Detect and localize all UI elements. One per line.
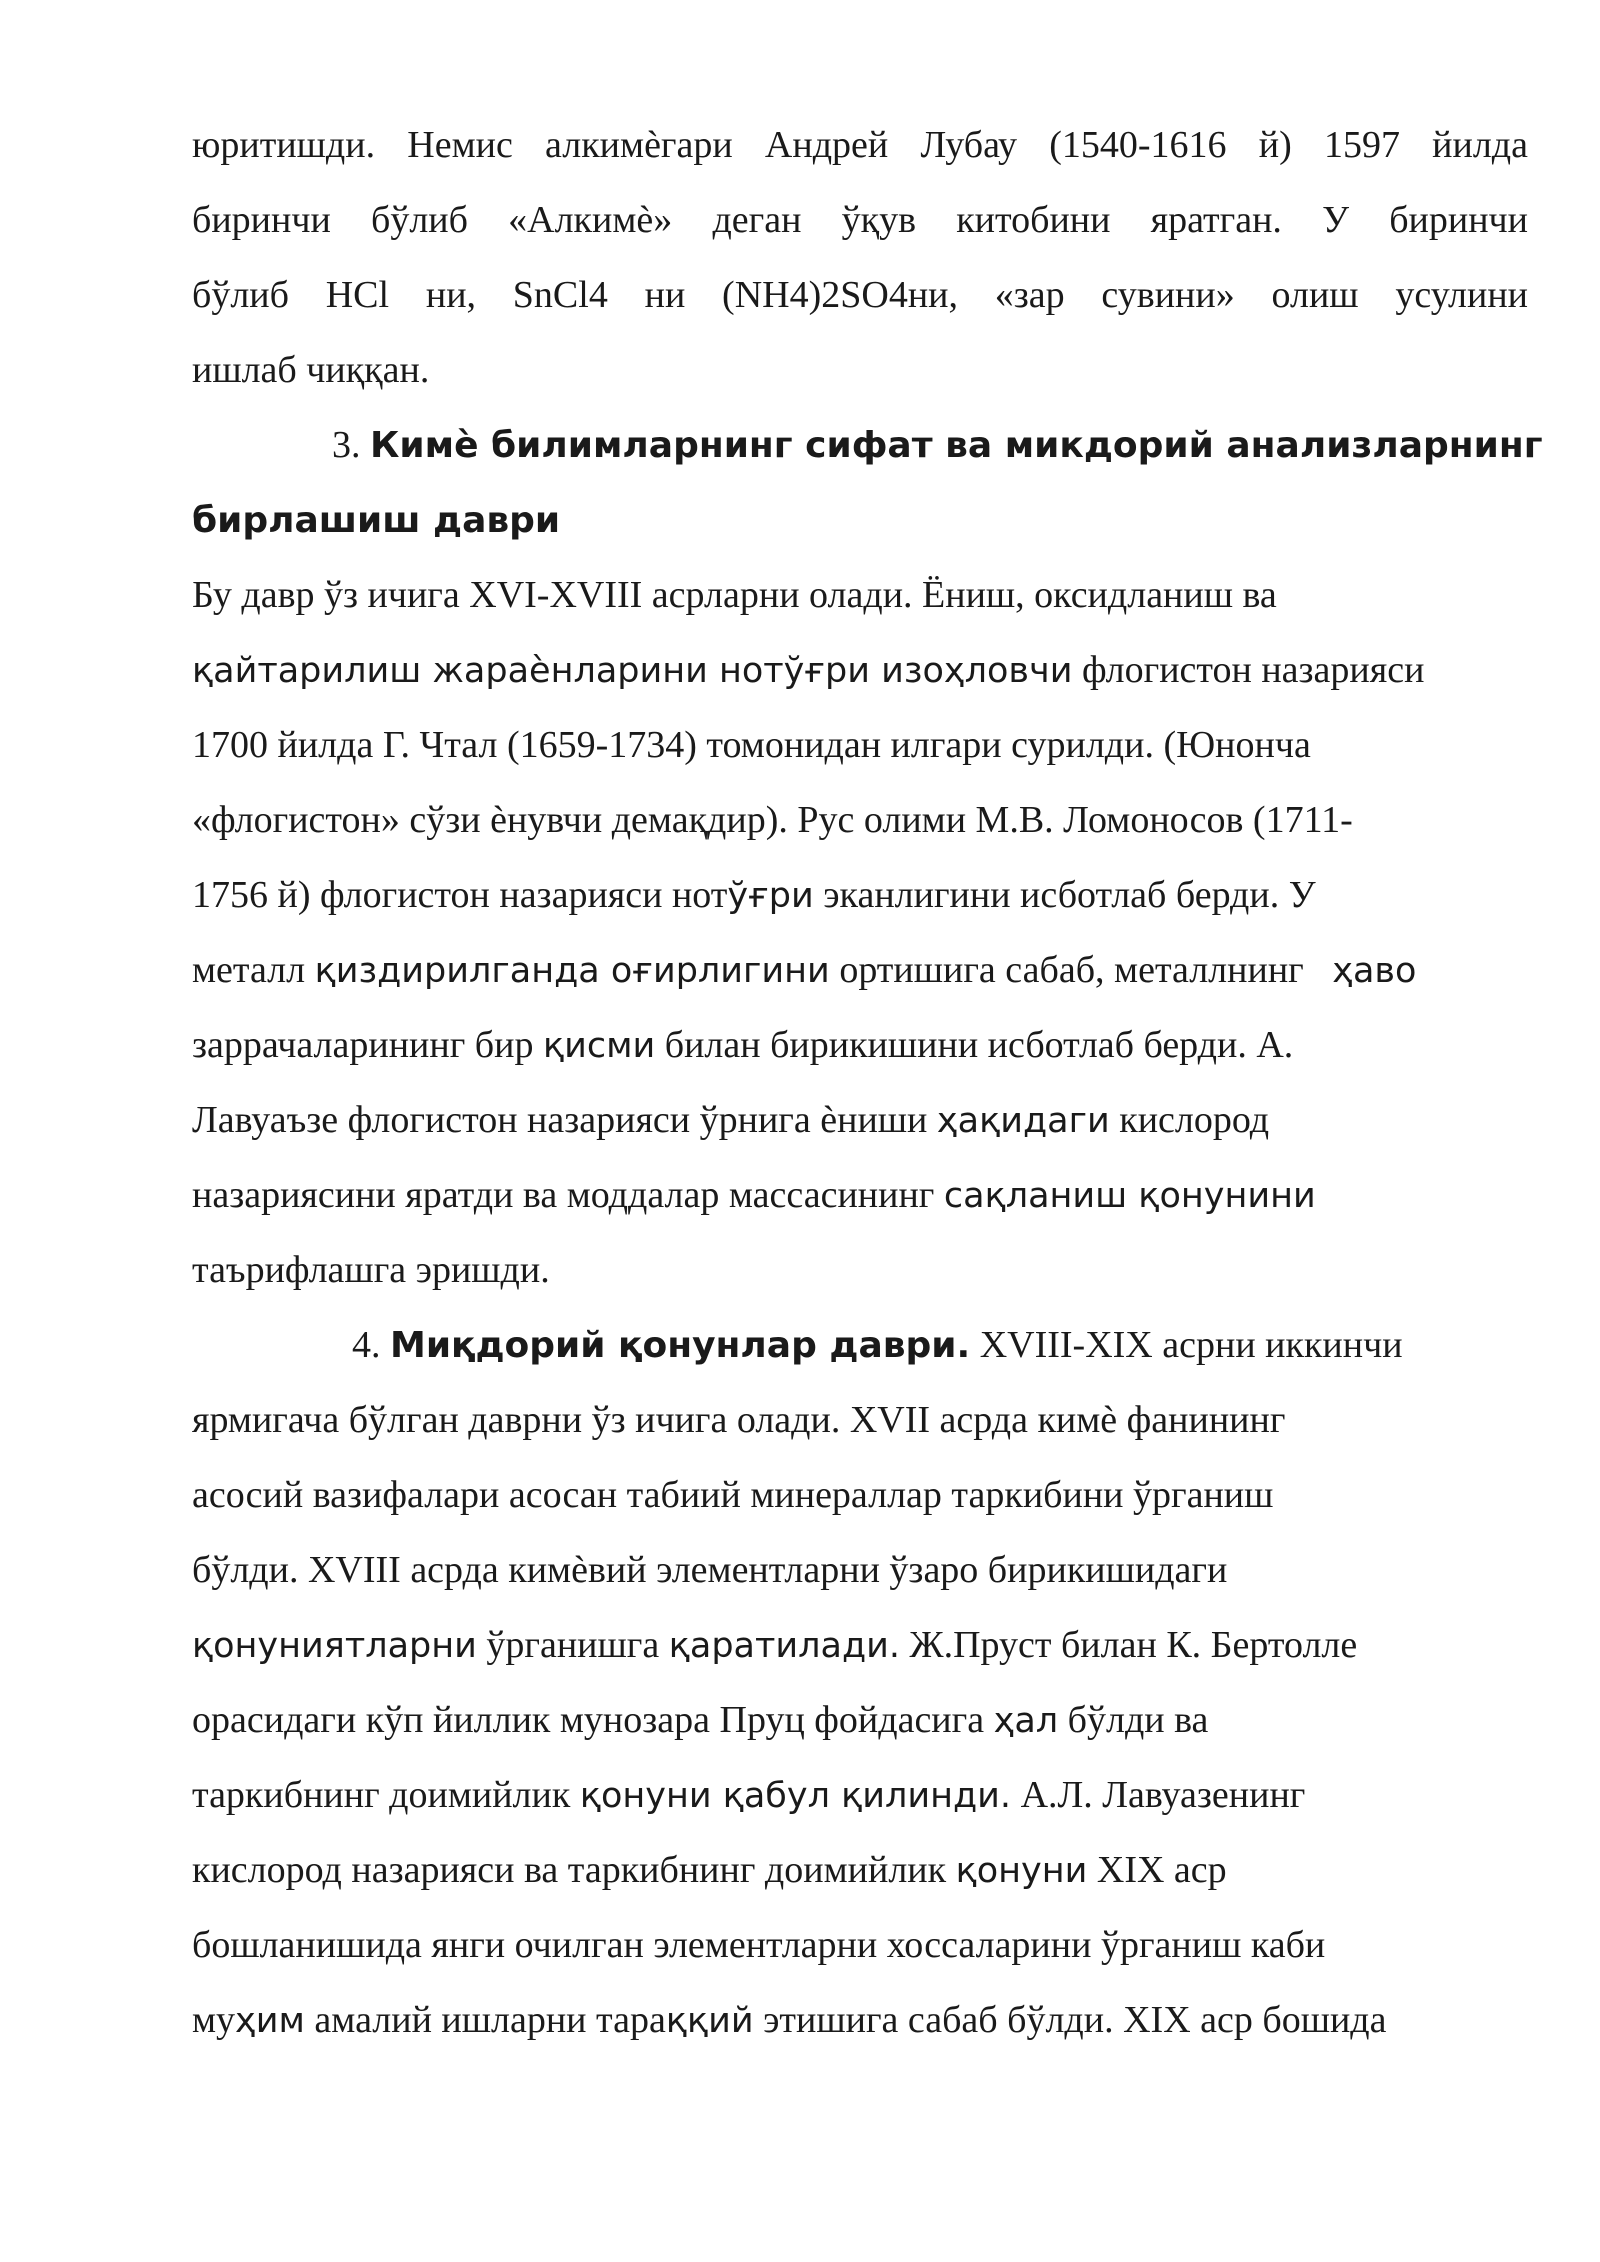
paragraph-2-line-1: Бу давр ўз ичига XVI-XVIII асрларни олади. Ёниш, оксидланиш ва (192, 574, 1277, 616)
text-run: А.Л. Лавуазенинг (1011, 1774, 1306, 1816)
text-run: ққий (665, 2001, 754, 2041)
text-run: этишига сабаб бўлди. XIX аср бошида (753, 1999, 1387, 2041)
text-run: 1756 й) флогистон назарияси нот (192, 874, 728, 916)
paragraph-3-line-3: бўлди. XVIII асрда кимѐвий элементларни ўзаро бирикишидаги (192, 1549, 1228, 1591)
text-run: ўғри (727, 876, 814, 916)
text-run: қайтарилиш жараѐнларини нотўғри изоҳловчи (192, 651, 1073, 691)
section-3-title-continued: бирлашиш даври (192, 500, 561, 541)
paragraph-2-line-9 (192, 1158, 1528, 1233)
text-run: му (192, 1999, 236, 2041)
text-run: ҳақидаги (936, 1101, 1110, 1141)
text-run: бўлди ва (1058, 1699, 1209, 1741)
paragraph-2-line-2 (192, 633, 1528, 708)
section-3-heading-line-1 (192, 408, 1543, 483)
section-3-heading-line-2 (192, 483, 1528, 558)
text-run: эканлигини исботлаб берди. У (813, 874, 1316, 916)
paragraph-2-line-6 (192, 933, 1528, 1008)
paragraph-1-line-1: юритишди. Немис алкимѐгари Андрей Лубау (1540-1616 й) 1597 йилда (192, 124, 1528, 166)
paragraph-2-line-10: таърифлашга эришди. (192, 1249, 550, 1291)
text-run: ҳим (235, 2001, 305, 2041)
text-run: кислород назарияси ва таркибнинг доимийлик (192, 1849, 956, 1891)
paragraph-3-line-1: ярмигача бўлган даврни ўз ичига олади. XVII асрда кимѐ фанининг (192, 1399, 1286, 1441)
text-run: қисми (542, 1026, 656, 1066)
paragraph-1-line-2: биринчи бўлиб «Алкимѐ» деган ўқув китобини яратган. У биринчи (192, 199, 1528, 241)
paragraph-3-line-5 (192, 1683, 1528, 1758)
section-4-title: Миқдорий қонунлар даври. (390, 1325, 971, 1366)
text-run: қаратилади. (668, 1626, 901, 1666)
section-4-text: XVIII-XIX асрни иккинчи (970, 1324, 1403, 1366)
paragraph-2-line-3: 1700 йилда Г. Чтал (1659-1734) томонидан илгари сурилди. (Юнонча (192, 724, 1311, 766)
text-run: таркибнинг доимийлик (192, 1774, 580, 1816)
paragraph-3-line-2: асосий вазифалари асосан табиий минераллар таркибини ўрганиш (192, 1474, 1274, 1516)
paragraph-2-line-7 (192, 1008, 1528, 1083)
text-run: кислород (1109, 1099, 1270, 1141)
text-run: қонуниятларни (192, 1626, 477, 1666)
text-run: орасидаги кўп йиллик мунозара Пруц фойдасига (192, 1699, 994, 1741)
text-run: қонуни қабул қилинди. (579, 1776, 1012, 1816)
text-run: металл (192, 949, 315, 991)
text-run: назариясини яратди ва моддалар массасининг (192, 1174, 944, 1216)
text-run: ҳаво (1332, 951, 1417, 991)
section-3-number: 3. (332, 424, 370, 466)
document-page (192, 108, 1543, 2058)
text-run: амалий ишларни тара (304, 1999, 666, 2041)
text-run: қонуни (955, 1851, 1088, 1891)
section-4-number: 4. (352, 1324, 390, 1366)
paragraph-2-line-8 (192, 1083, 1528, 1158)
paragraph-2-line-5 (192, 858, 1528, 933)
text-run: XIX аср (1087, 1849, 1227, 1891)
paragraph-3-line-8: бошланишида янги очилган элементларни хоссаларини ўрганиш каби (192, 1924, 1326, 1966)
section-3-title: Кимѐ билимларнинг сифат ва микдорий анализларнинг (370, 425, 1543, 466)
text-run: билан бирикишини исботлаб берди. А. (655, 1024, 1294, 1066)
text-run: қиздирилганда оғирлигини (314, 951, 830, 991)
section-4-heading-line (192, 1308, 1528, 1383)
paragraph-3-line-6 (192, 1758, 1528, 1833)
text-run: ўрганишга (476, 1624, 669, 1666)
paragraph-3-line-9 (192, 1983, 1528, 2058)
text-run: сақланиш қонунини (943, 1176, 1316, 1216)
paragraph-3-line-4 (192, 1608, 1528, 1683)
paragraph-2-line-4: «флогистон» сўзи ѐнувчи демақдир). Рус олими М.В. Ломоносов (1711- (192, 799, 1353, 841)
text-run: ҳал (993, 1701, 1059, 1741)
text-run: Лавуаъзе флогистон назарияси ўрнига ѐниши (192, 1099, 937, 1141)
paragraph-3-line-7 (192, 1833, 1528, 1908)
text-run: Ж.Пруст билан К. Бертолле (900, 1624, 1358, 1666)
paragraph-1-line-3: бўлиб HCl ни, SnCl4 ни (NH4)2SO4ни, «зар сувини» олиш усулини (192, 274, 1528, 316)
text-run: флогистон назарияси (1072, 649, 1425, 691)
paragraph-1-line-4: ишлаб чиққан. (192, 349, 430, 391)
text-run: ортишига сабаб, металлнинг (829, 949, 1333, 991)
text-run: заррачаларининг бир (192, 1024, 543, 1066)
